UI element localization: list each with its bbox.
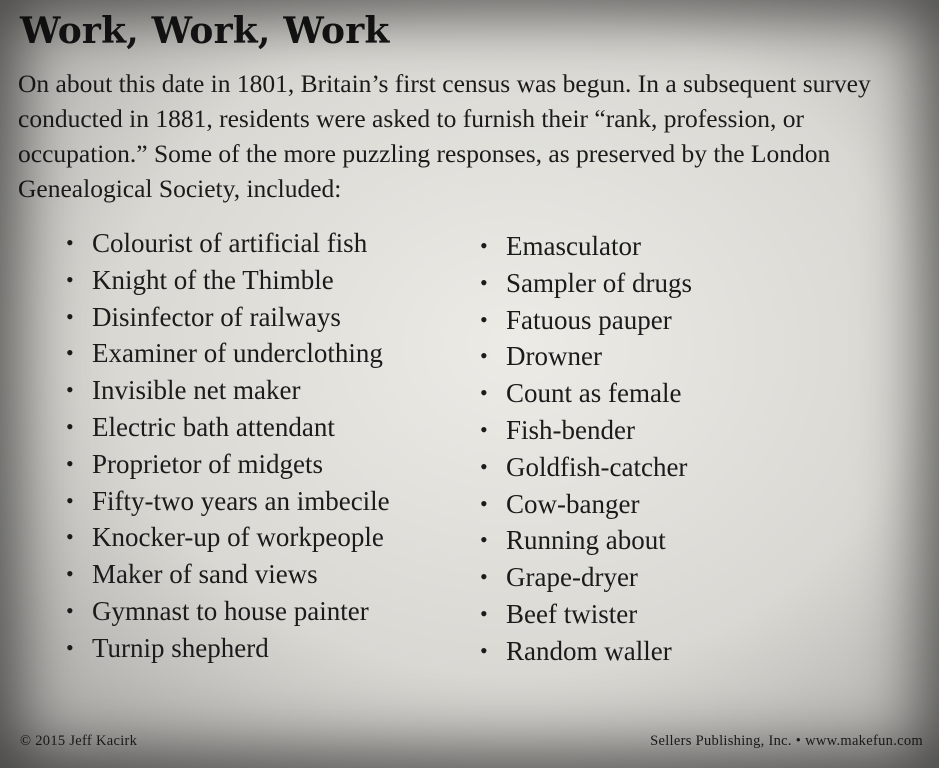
occupation-right-item [480, 338, 692, 375]
bullet-icon: • [66, 561, 74, 587]
occupation-right-item [480, 449, 692, 486]
bullet-icon: • [66, 597, 74, 623]
occupation-label: Gymnast to house painter [92, 595, 369, 626]
bullet-icon: • [66, 303, 74, 329]
occupation-right-item [480, 302, 692, 339]
occupation-right-item [480, 412, 692, 449]
copyright-text: © 2015 Jeff Kacirk [20, 733, 138, 749]
occupation-list-left [66, 225, 390, 667]
occupation-label: Proprietor of midgets [92, 448, 323, 479]
occupation-label: Sampler of drugs [506, 267, 692, 298]
occupation-label: Turnip shepherd [92, 632, 269, 663]
bullet-icon: • [480, 416, 488, 442]
bullet-icon: • [66, 340, 74, 366]
occupation-label: Count as female [506, 378, 682, 409]
occupation-label: Beef twister [506, 598, 638, 629]
occupation-label: Emasculator [506, 231, 641, 261]
occupation-label: Invisible net maker [92, 375, 301, 406]
bullet-icon: • [66, 377, 74, 403]
occupation-left-item [66, 446, 390, 483]
occupation-label: Fish-bender [506, 414, 635, 445]
occupation-label: Fifty-two years an imbecile [92, 485, 390, 516]
bullet-icon: • [480, 527, 488, 553]
occupation-label: Running about [506, 525, 666, 556]
occupation-left-item [66, 262, 390, 299]
occupation-label: Drowner [506, 341, 602, 372]
occupation-left-item [66, 483, 390, 520]
occupation-right-item [480, 559, 692, 596]
occupation-left-item [66, 372, 390, 409]
bullet-icon: • [480, 269, 488, 295]
occupation-right-item [480, 228, 692, 265]
bullet-icon: • [480, 343, 488, 369]
bullet-icon: • [480, 564, 488, 590]
occupation-left-item [66, 556, 390, 593]
bullet-icon: • [480, 453, 488, 479]
bullet-icon: • [66, 487, 74, 513]
page-title: Work, Work, Work [20, 10, 390, 52]
bullet-icon: • [66, 450, 74, 476]
occupation-label: Knocker-up of workpeople [92, 522, 384, 553]
occupation-label: Cow-banger [506, 488, 640, 519]
occupation-label: Fatuous pauper [506, 304, 672, 335]
bullet-icon: • [480, 380, 488, 406]
occupation-right-item [480, 486, 692, 523]
publisher-text: Sellers Publishing, Inc. • www.makefun.com [650, 733, 923, 749]
occupation-label: Maker of sand views [92, 559, 318, 590]
bullet-icon: • [66, 524, 74, 550]
bullet-icon: • [66, 266, 74, 292]
occupation-right-item [480, 633, 692, 670]
occupation-left-item [66, 225, 390, 262]
occupation-label: Examiner of underclothing [92, 338, 383, 369]
occupation-left-item [66, 519, 390, 556]
bullet-icon: • [66, 634, 74, 660]
occupation-left-item [66, 299, 390, 336]
bullet-icon: • [480, 600, 488, 626]
occupation-label: Colourist of artificial fish [92, 228, 368, 258]
occupation-left-item [66, 409, 390, 446]
bullet-icon: • [66, 230, 74, 255]
occupation-label: Disinfector of railways [92, 301, 341, 332]
occupation-label: Knight of the Thimble [92, 264, 334, 295]
intro-paragraph: On about this date in 1801, Britain’s first census was begun. In a subsequent survey conducted in 1881, residents were asked to furnish their “rank, profession, or occupation.” Some of the more puzzling responses, as preserved by the London Genealogical Society, included: [18, 69, 871, 203]
occupation-label: Goldfish-catcher [506, 451, 688, 482]
occupation-right-item [480, 522, 692, 559]
occupation-label: Electric bath attendant [92, 411, 335, 442]
bullet-icon: • [66, 413, 74, 439]
occupation-left-item [66, 593, 390, 630]
occupation-right-item [480, 265, 692, 302]
occupation-label: Random waller [506, 635, 672, 666]
bullet-icon: • [480, 306, 488, 332]
bullet-icon: • [480, 490, 488, 516]
occupation-right-item [480, 375, 692, 412]
occupation-left-item [66, 630, 390, 667]
bullet-icon: • [480, 637, 488, 663]
occupation-right-item [480, 596, 692, 633]
occupation-left-item [66, 335, 390, 372]
occupation-label: Grape-dryer [506, 562, 638, 593]
bullet-icon: • [480, 233, 488, 258]
occupation-list-right [480, 228, 692, 670]
